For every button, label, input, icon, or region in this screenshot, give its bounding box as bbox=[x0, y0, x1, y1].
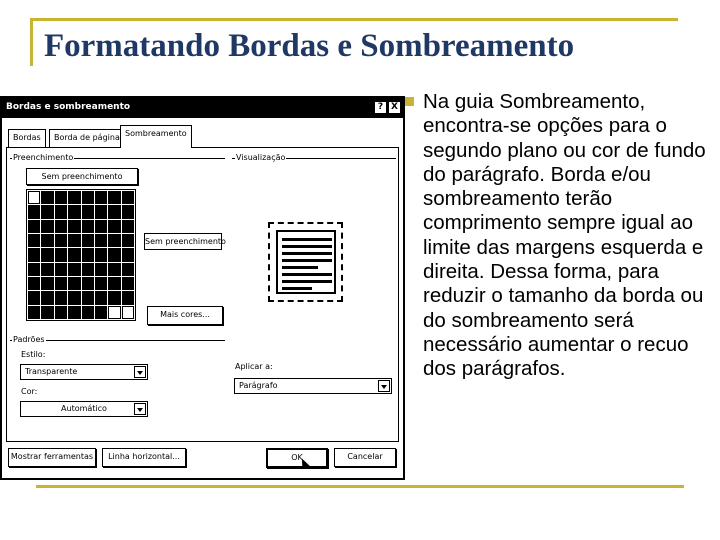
color-swatch[interactable] bbox=[55, 234, 67, 247]
color-swatch[interactable] bbox=[68, 263, 80, 276]
color-swatch[interactable] bbox=[55, 306, 67, 319]
color-swatch[interactable] bbox=[108, 234, 120, 247]
color-swatch[interactable] bbox=[68, 306, 80, 319]
body-paragraph bbox=[423, 90, 715, 382]
color-swatch[interactable] bbox=[28, 263, 40, 276]
preview-line bbox=[282, 287, 312, 290]
color-swatch[interactable] bbox=[95, 277, 107, 290]
color-swatch[interactable] bbox=[41, 205, 53, 218]
color-swatch[interactable] bbox=[41, 248, 53, 261]
slide-title: Formatando Bordas e Sombreamento bbox=[44, 28, 575, 64]
color-swatch[interactable] bbox=[95, 291, 107, 304]
color-swatch[interactable] bbox=[41, 306, 53, 319]
color-swatch[interactable] bbox=[108, 306, 120, 319]
apply-to-value: Parágrafo bbox=[239, 381, 278, 390]
help-button[interactable]: ? bbox=[374, 101, 387, 114]
style-select[interactable] bbox=[20, 364, 148, 380]
color-swatch[interactable] bbox=[28, 248, 40, 261]
color-swatch[interactable] bbox=[108, 277, 120, 290]
dialog-title: Bordas e sombreamento bbox=[6, 102, 131, 112]
color-palette[interactable] bbox=[26, 189, 136, 321]
color-swatch[interactable] bbox=[68, 277, 80, 290]
bullet-icon bbox=[405, 97, 414, 106]
color-swatch[interactable] bbox=[55, 277, 67, 290]
ok-button[interactable]: OK bbox=[266, 448, 328, 468]
chevron-down-icon[interactable] bbox=[378, 380, 390, 392]
color-swatch[interactable] bbox=[122, 263, 134, 276]
color-swatch[interactable] bbox=[108, 191, 120, 204]
show-toolbar-button[interactable]: Mostrar ferramentas bbox=[8, 448, 96, 467]
preview-line bbox=[282, 280, 332, 283]
color-swatch[interactable] bbox=[68, 205, 80, 218]
color-swatch[interactable] bbox=[122, 191, 134, 204]
color-swatch[interactable] bbox=[41, 191, 53, 204]
selected-fill-label: Sem preenchimento bbox=[144, 233, 222, 250]
color-swatch[interactable] bbox=[108, 291, 120, 304]
color-swatch[interactable] bbox=[95, 306, 107, 319]
color-select[interactable] bbox=[20, 401, 148, 417]
color-label: Cor: bbox=[21, 387, 38, 396]
tab-bordas[interactable]: Bordas bbox=[8, 129, 46, 147]
color-swatch[interactable] bbox=[41, 277, 53, 290]
color-swatch[interactable] bbox=[108, 205, 120, 218]
borders-shading-dialog bbox=[0, 96, 405, 480]
color-swatch[interactable] bbox=[95, 248, 107, 261]
body-text: Na guia Sombreamento, encontra-se opções para o segundo plano ou cor de fundo do parágrafo. Borda e/ou sombreamento terão comprimento sempre igual ao limite das margens esquerda e direita. Dessa forma, para reduzir o tamanho da borda ou do sombreamento será necessário aumentar o recuo dos parágrafos. bbox=[423, 90, 706, 381]
patterns-group-label: Padrões bbox=[13, 335, 45, 344]
color-value: Automático bbox=[61, 404, 107, 413]
style-label: Estilo: bbox=[21, 350, 46, 359]
color-swatch[interactable] bbox=[55, 248, 67, 261]
color-swatch[interactable] bbox=[122, 306, 134, 319]
color-swatch[interactable] bbox=[82, 205, 94, 218]
color-swatch[interactable] bbox=[82, 234, 94, 247]
fill-group-label: Preenchimento bbox=[13, 153, 74, 162]
preview-line bbox=[282, 238, 332, 241]
color-swatch[interactable] bbox=[82, 277, 94, 290]
color-swatch[interactable] bbox=[55, 220, 67, 233]
color-swatch[interactable] bbox=[108, 263, 120, 276]
color-swatch[interactable] bbox=[28, 277, 40, 290]
more-colors-button[interactable]: Mais cores... bbox=[147, 306, 223, 325]
preview-line bbox=[282, 252, 332, 255]
color-swatch[interactable] bbox=[82, 291, 94, 304]
preview-group-label: Visualização bbox=[236, 153, 286, 162]
preview-line bbox=[282, 259, 332, 262]
color-swatch[interactable] bbox=[28, 220, 40, 233]
accent-vertical-line bbox=[30, 18, 33, 66]
color-swatch[interactable] bbox=[82, 248, 94, 261]
cancel-button[interactable]: Cancelar bbox=[334, 448, 396, 467]
accent-bottom-line bbox=[36, 485, 684, 488]
tab-sombreamento[interactable]: Sombreamento bbox=[120, 125, 192, 148]
color-swatch[interactable] bbox=[95, 205, 107, 218]
preview-line bbox=[282, 266, 318, 269]
color-swatch[interactable] bbox=[55, 191, 67, 204]
color-swatch[interactable] bbox=[28, 234, 40, 247]
color-swatch[interactable] bbox=[41, 291, 53, 304]
dialog-titlebar bbox=[2, 98, 403, 118]
preview-line bbox=[282, 245, 332, 248]
style-value: Transparente bbox=[25, 367, 78, 376]
color-swatch[interactable] bbox=[68, 220, 80, 233]
color-swatch[interactable] bbox=[122, 234, 134, 247]
color-swatch[interactable] bbox=[55, 205, 67, 218]
color-swatch[interactable] bbox=[28, 291, 40, 304]
no-fill-button[interactable]: Sem preenchimento bbox=[26, 168, 138, 185]
color-swatch[interactable] bbox=[82, 263, 94, 276]
preview-paragraph-box bbox=[276, 230, 336, 294]
accent-top-line bbox=[30, 18, 678, 21]
chevron-down-icon[interactable] bbox=[134, 403, 146, 415]
color-swatch[interactable] bbox=[95, 220, 107, 233]
color-swatch[interactable] bbox=[108, 248, 120, 261]
color-swatch[interactable] bbox=[95, 234, 107, 247]
color-swatch[interactable] bbox=[68, 234, 80, 247]
color-swatch[interactable] bbox=[122, 277, 134, 290]
color-swatch[interactable] bbox=[55, 263, 67, 276]
color-swatch[interactable] bbox=[55, 291, 67, 304]
tab-borda-de-pagina[interactable]: Borda de página bbox=[49, 129, 125, 147]
apply-to-label: Aplicar a: bbox=[235, 362, 273, 371]
color-swatch[interactable] bbox=[68, 248, 80, 261]
color-swatch[interactable] bbox=[68, 291, 80, 304]
color-swatch[interactable] bbox=[68, 191, 80, 204]
apply-to-select[interactable] bbox=[234, 378, 392, 394]
color-swatch[interactable] bbox=[122, 220, 134, 233]
color-swatch[interactable] bbox=[41, 234, 53, 247]
color-swatch[interactable] bbox=[122, 291, 134, 304]
close-button[interactable]: X bbox=[388, 101, 401, 114]
color-swatch[interactable] bbox=[28, 205, 40, 218]
color-swatch[interactable] bbox=[41, 263, 53, 276]
preview-line bbox=[282, 273, 332, 276]
color-swatch[interactable] bbox=[122, 205, 134, 218]
color-swatch[interactable] bbox=[82, 191, 94, 204]
color-swatch[interactable] bbox=[122, 248, 134, 261]
color-swatch[interactable] bbox=[82, 306, 94, 319]
color-swatch[interactable] bbox=[108, 220, 120, 233]
color-swatch[interactable] bbox=[95, 263, 107, 276]
shading-preview bbox=[268, 222, 343, 302]
chevron-down-icon[interactable] bbox=[134, 366, 146, 378]
color-swatch[interactable] bbox=[82, 220, 94, 233]
color-swatch[interactable] bbox=[95, 191, 107, 204]
color-swatch[interactable] bbox=[41, 220, 53, 233]
horizontal-line-button[interactable]: Linha horizontal... bbox=[102, 448, 186, 467]
color-swatch[interactable] bbox=[28, 306, 40, 319]
color-swatch[interactable] bbox=[28, 191, 40, 204]
